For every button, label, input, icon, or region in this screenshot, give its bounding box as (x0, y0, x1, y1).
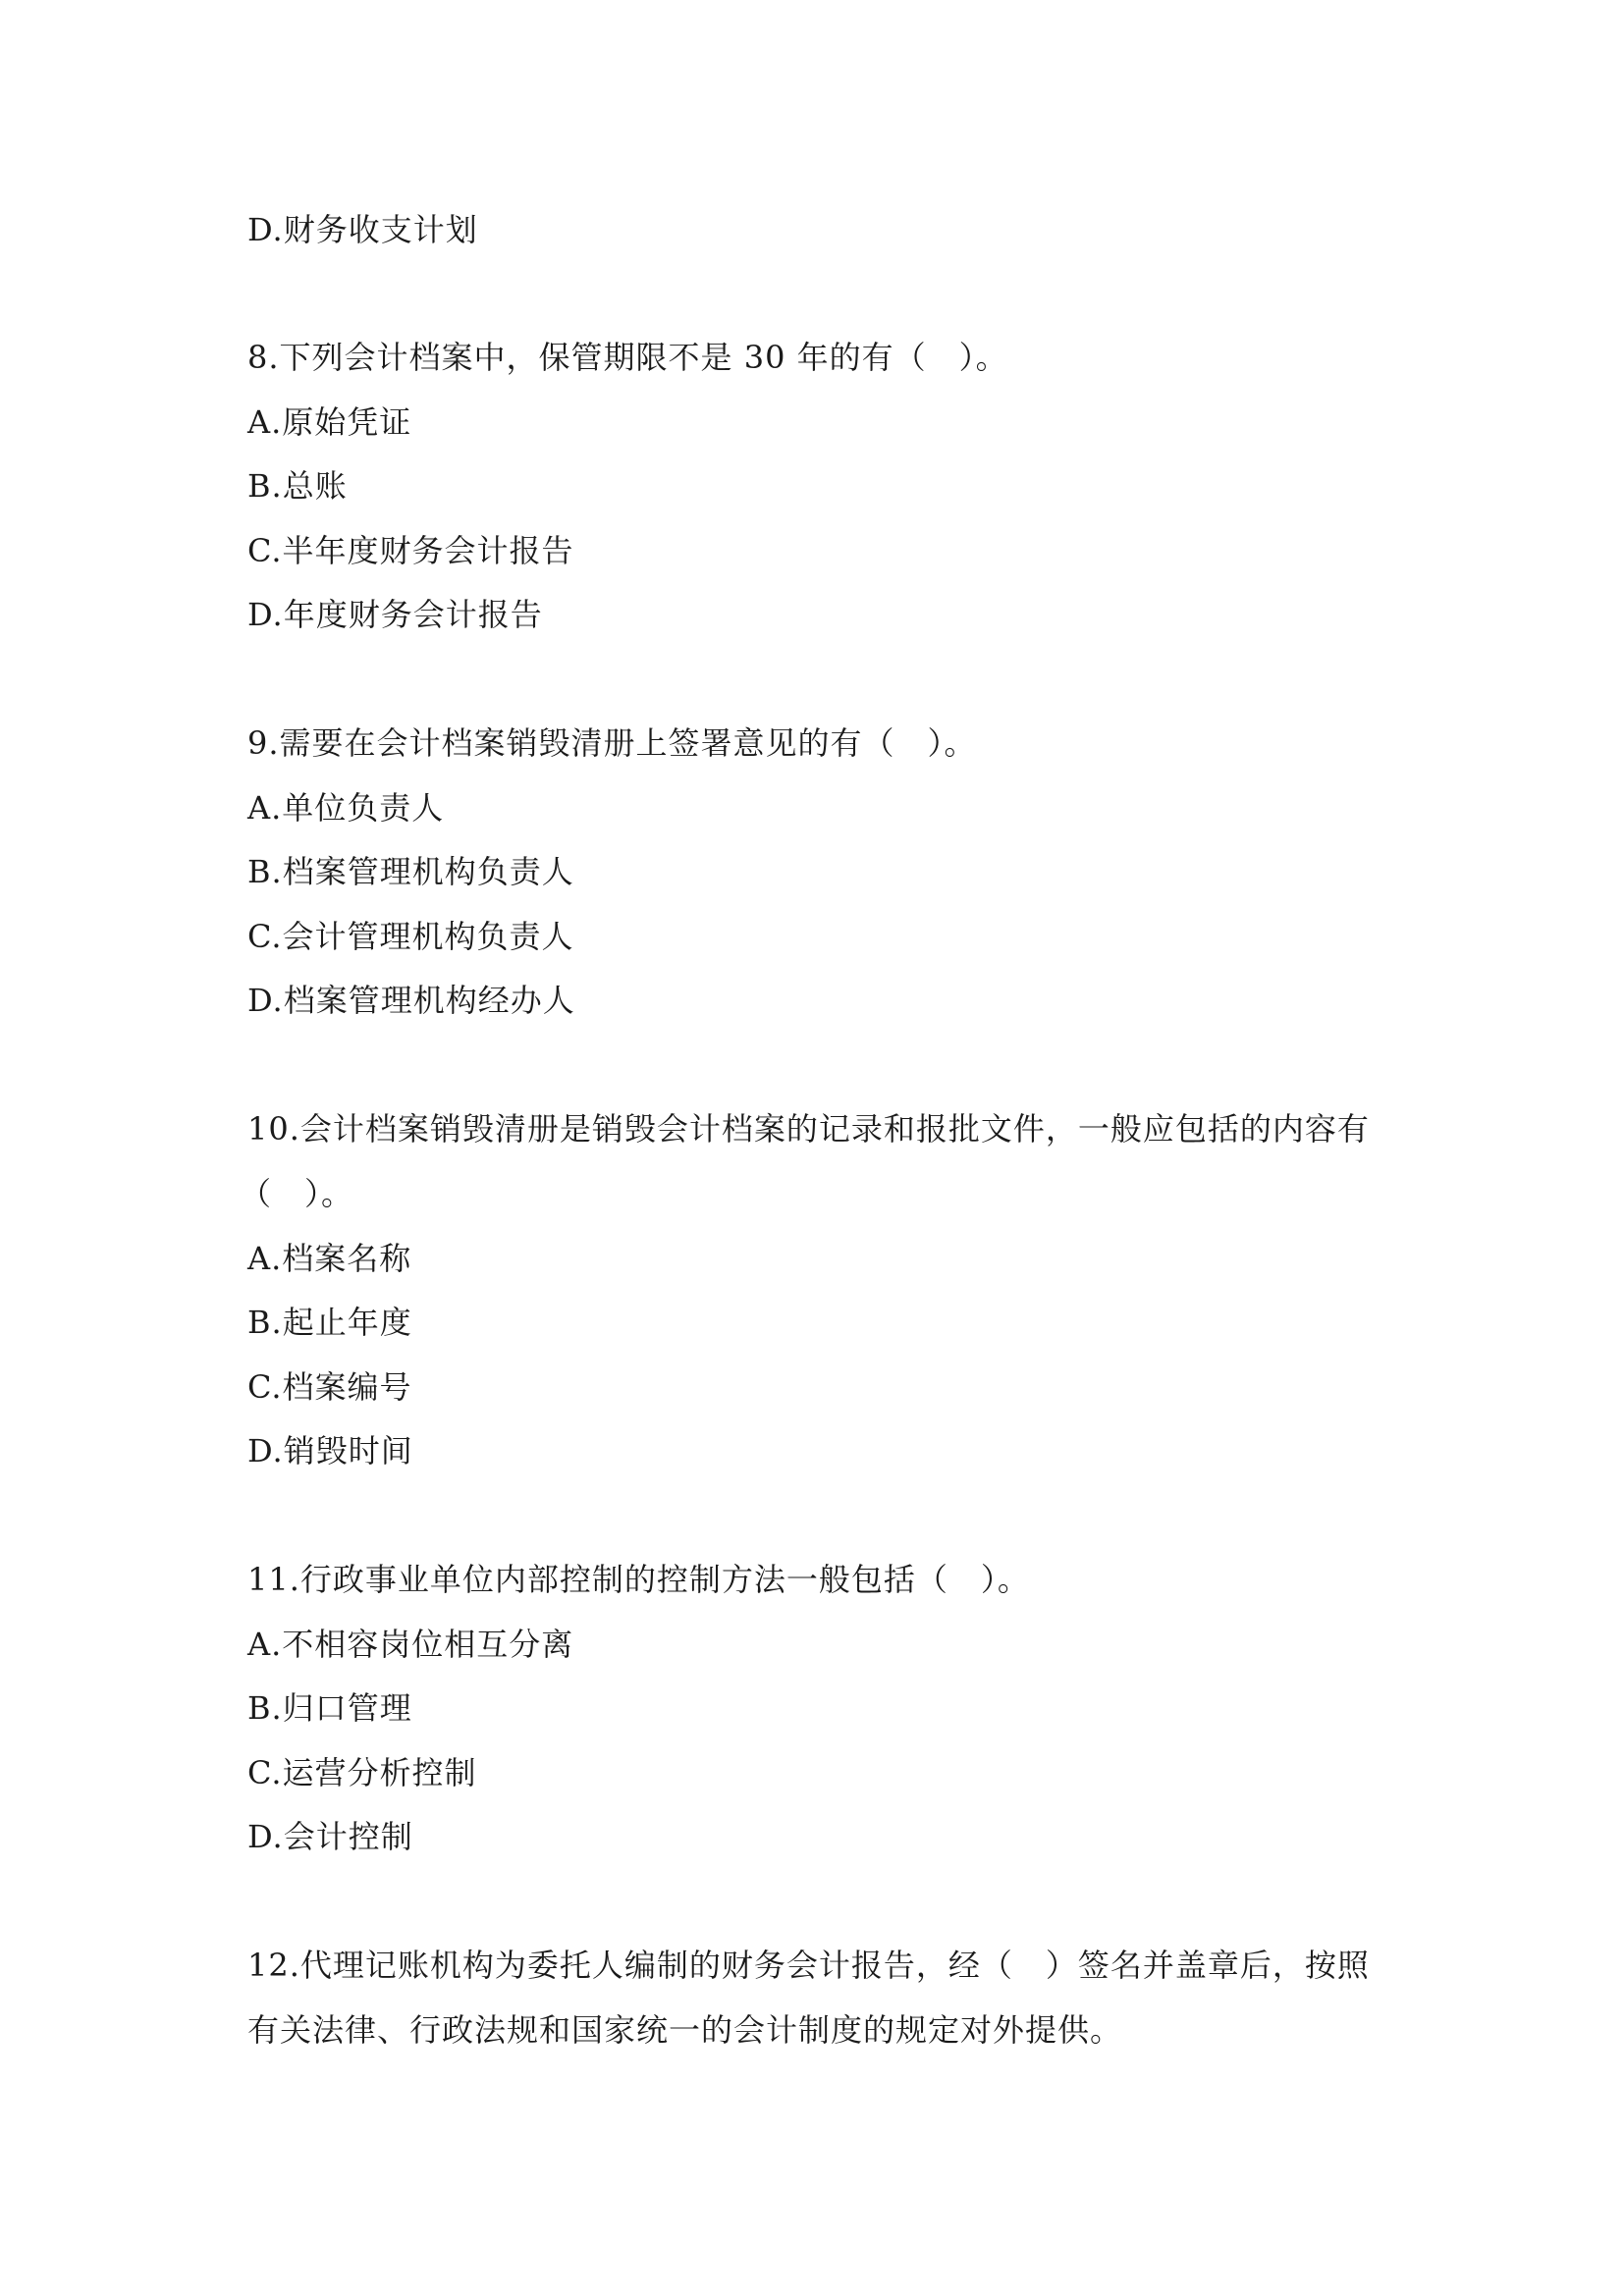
question-8-stem: 8.下列会计档案中，保管期限不是 30 年的有（ ）。 (247, 339, 1008, 376)
question-8-option-d: D.年度财务会计报告 (247, 596, 543, 633)
question-9-option-b: B.档案管理机构负责人 (247, 853, 574, 890)
question-8-option-c: C.半年度财务会计报告 (247, 532, 574, 569)
question-10-option-c: C.档案编号 (247, 1368, 412, 1406)
question-11-option-b: B.归口管理 (247, 1689, 412, 1727)
question-8-option-a: A.原始凭证 (247, 403, 412, 441)
question-10-stem-line-1: 10.会计档案销毁清册是销毁会计档案的记录和报批文件，一般应包括的内容有 (247, 1110, 1370, 1148)
question-12-stem-line-1: 12.代理记账机构为委托人编制的财务会计报告，经（ ）签名并盖章后，按照 (247, 1947, 1370, 1984)
question-9-option-d: D.档案管理机构经办人 (247, 982, 575, 1019)
question-11-option-a: A.不相容岗位相互分离 (247, 1626, 574, 1663)
question-11-option-c: C.运营分析控制 (247, 1754, 477, 1791)
question-10-option-b: B.起止年度 (247, 1304, 412, 1341)
question-9-option-c: C.会计管理机构负责人 (247, 918, 574, 955)
question-10-option-a: A.档案名称 (247, 1240, 412, 1277)
question-10-option-d: D.销毁时间 (247, 1432, 413, 1469)
question-11-stem: 11.行政事业单位内部控制的控制方法一般包括（ ）。 (247, 1561, 1030, 1598)
question-10-stem-line-2: （ ）。 (240, 1175, 354, 1212)
question-8-option-b: B.总账 (247, 467, 348, 505)
question-9-option-a: A.单位负责人 (247, 789, 445, 827)
option-d-prev: D.财务收支计划 (247, 211, 478, 248)
question-11-option-d: D.会计控制 (247, 1818, 413, 1855)
question-9-stem: 9.需要在会计档案销毁清册上签署意见的有（ ）。 (247, 724, 977, 762)
question-12-stem-line-2: 有关法律、行政法规和国家统一的会计制度的规定对外提供。 (247, 2011, 1123, 2049)
